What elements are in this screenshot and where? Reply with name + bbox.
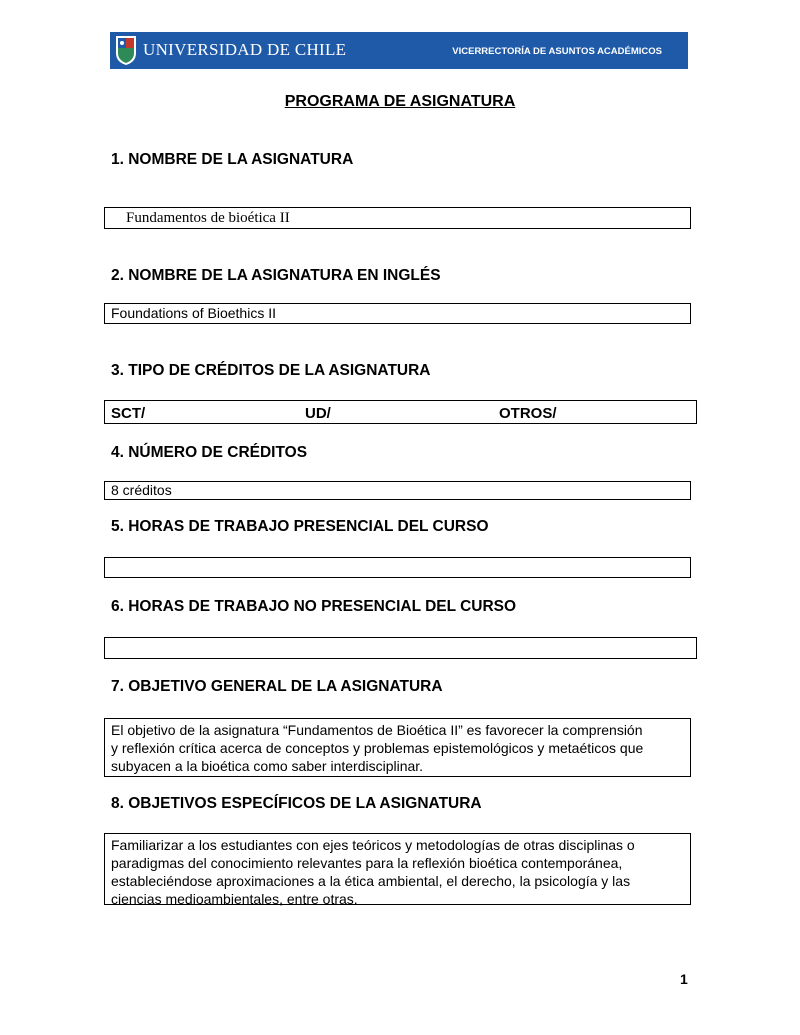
office-name: VICERRECTORÍA DE ASUNTOS ACADÉMICOS (452, 46, 662, 57)
specific-objectives-line: estableciéndose aproximaciones a la ética ambiental, el derecho, la psicología y las (111, 873, 631, 889)
credit-number-box (104, 481, 691, 500)
specific-objectives-line: ciencias medioambientales, entre otras. (111, 891, 358, 907)
section-2-heading: 2. NOMBRE DE LA ASIGNATURA EN INGLÉS (111, 267, 441, 284)
credit-number-value: 8 créditos (111, 482, 172, 498)
section-6-heading: 6. HORAS DE TRABAJO NO PRESENCIAL DEL CURSO (111, 598, 517, 615)
credit-type-otros: OTROS/ (499, 405, 557, 422)
course-name-box (104, 207, 691, 229)
general-objective-box (104, 718, 691, 777)
page-number: 1 (680, 971, 688, 987)
english-name-box (104, 303, 691, 324)
page-title: PROGRAMA DE ASIGNATURA (284, 93, 516, 110)
specific-objectives-box (104, 833, 691, 905)
general-objective-line: subyacen a la bioética como saber interdisciplinar. (111, 758, 424, 774)
specific-objectives-line: paradigmas del conocimiento relevantes para la reflexión bioética contemporánea, (111, 855, 623, 871)
general-objective-line: El objetivo de la asignatura “Fundamentos de Bioética II” es favorecer la comprensión (111, 722, 643, 738)
section-8-heading: 8. OBJETIVOS ESPECÍFICOS DE LA ASIGNATURA (111, 795, 482, 812)
general-objective-line: y reflexión crítica acerca de conceptos y problemas epistemológicos y metaéticos que (111, 740, 644, 756)
header-banner (110, 32, 688, 69)
section-5-heading: 5. HORAS DE TRABAJO PRESENCIAL DEL CURSO (111, 518, 489, 535)
english-name-value: Foundations of Bioethics II (111, 305, 276, 321)
specific-objectives-line: Familiarizar a los estudiantes con ejes teóricos y metodologías de otras disciplinas o (111, 837, 635, 853)
credit-type-sct: SCT/ (111, 405, 146, 422)
credit-type-box (104, 400, 697, 424)
credit-type-ud: UD/ (305, 405, 331, 422)
section-7-heading: 7. OBJETIVO GENERAL DE LA ASIGNATURA (111, 678, 443, 695)
section-4-heading: 4. NÚMERO DE CRÉDITOS (111, 444, 308, 461)
non-presential-hours-box (104, 637, 697, 659)
course-name-value: Fundamentos de bioética II (126, 210, 290, 226)
section-1-heading: 1. NOMBRE DE LA ASIGNATURA (111, 151, 354, 168)
university-name: UNIVERSIDAD DE CHILE (143, 40, 347, 59)
section-3-heading: 3. TIPO DE CRÉDITOS DE LA ASIGNATURA (111, 362, 431, 379)
presential-hours-box (104, 557, 691, 578)
university-seal-icon (115, 35, 137, 66)
